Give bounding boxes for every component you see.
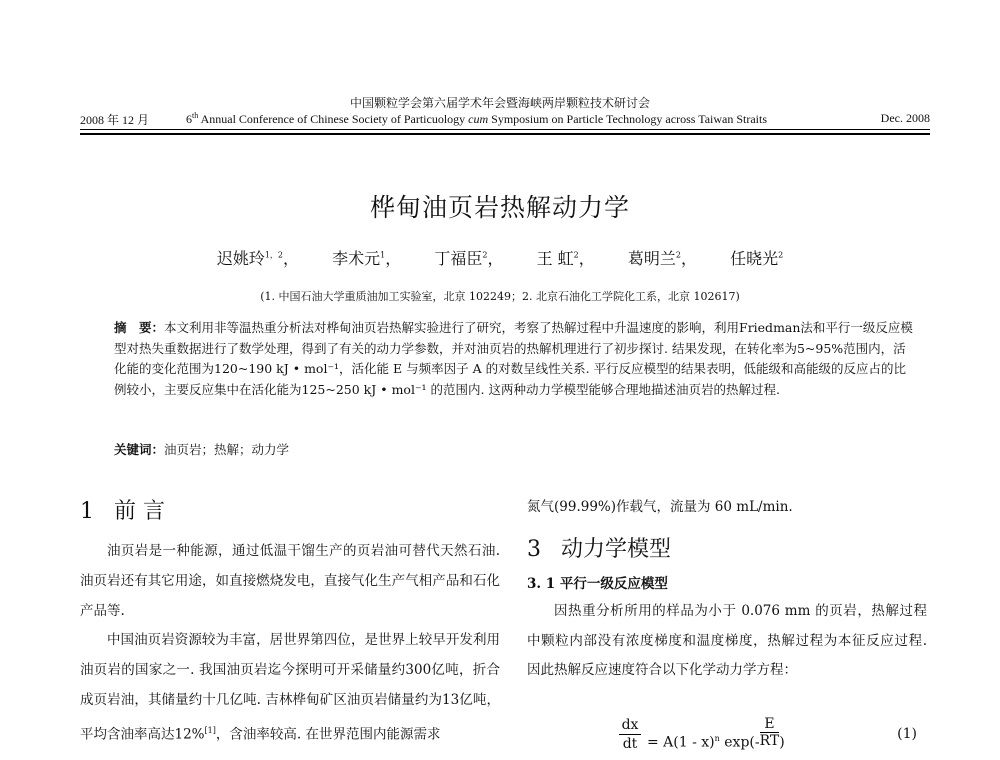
author-name: 王 虹 xyxy=(536,249,574,268)
intro-paragraph-2 xyxy=(80,626,500,750)
abstract-label: 摘 要： xyxy=(114,320,165,335)
right-column xyxy=(527,493,927,686)
author-list xyxy=(0,246,1000,269)
section-title: 前 言 xyxy=(114,499,165,524)
paper-title: 桦甸油页岩热解动力学 xyxy=(369,193,630,222)
author-aff: 1，2 xyxy=(264,250,284,260)
header-ordinal-sup: th xyxy=(192,111,199,120)
abstract xyxy=(114,318,914,400)
carrier-gas-text: 氮气(99.99%)作载气，流量为 60 mL/min. xyxy=(527,499,793,515)
model-paragraph: 因热重分析所用的样品为小于 0.076 mm 的页岩，热解过程中颗粒内部没有浓度梯度和温度梯度，热解过程为本征反应过程. 因此热解反应速度符合以下化学动力学方程： xyxy=(527,602,927,679)
left-column xyxy=(80,497,500,750)
author-aff: 2 xyxy=(675,250,681,260)
author-4: 王 虹$^2$， xyxy=(536,249,595,268)
affiliations: (1. 中国石油大学重质油加工实验室，北京 102249；2. 北京石油化工学院化工系，北京 102617) xyxy=(260,290,740,303)
keywords-label: 关键词： xyxy=(114,442,165,457)
author-name: 李术元 xyxy=(332,249,381,268)
header-rule-thin xyxy=(80,129,930,130)
author-name: 迟姚玲 xyxy=(216,249,265,268)
equation-rhs xyxy=(647,716,785,759)
equation-1 xyxy=(527,716,927,758)
equation-rhs-b: exp(- xyxy=(719,734,760,751)
equation-exponent: n xyxy=(714,733,720,743)
author-name: 任晓光 xyxy=(730,249,779,268)
author-name: 葛明兰 xyxy=(627,249,676,268)
author-aff: 2 xyxy=(573,250,579,260)
citation-ref: [1] xyxy=(204,725,216,735)
author-aff: 2 xyxy=(482,250,488,260)
header-en-part2: Symposium on Particle Technology across Taiwan Straits xyxy=(488,112,768,126)
section-number: 1 xyxy=(80,499,94,524)
equation-lhs-denominator: dt xyxy=(622,736,638,752)
header-rule-thick xyxy=(80,133,930,135)
section-number: 3 xyxy=(527,536,541,562)
intro-paragraph-1: 油页岩是一种能源，通过低温干馏生产的页岩油可替代天然石油. 油页岩还有其它用途，如直接燃烧发电，直接气化生产气相产品和石化产品等. xyxy=(80,543,500,619)
section-1-heading xyxy=(80,497,500,527)
intro-paragraph-2-tail: ，含油率较高. 在世界范围内能源需求 xyxy=(215,726,441,743)
abstract-text: 本文利用非等温热重分析法对桦甸油页岩热解实验进行了研究，考察了热解过程中升温速度的影响，利用Friedman法和平行一级反应模型对热失重数据进行了数学处理，得到了有关的动力学参数，并对油页岩的热解机理进行了初步探讨. 结果发现，在转化率为5~95%范围内，活化能的变化范围为120~190 kJ • mol⁻¹，活化能 E 与频率因子 A 的对数呈线性关系. 平行反应模型的结果表明，低能级和高能级的反应占的比例较小，主要反应集中在活化能为125~250 kJ • mol⁻¹ 的范围内. 这两种动力学模型能够合理地描述油页岩的热解过程. xyxy=(114,320,913,397)
intro-paragraph-2-text: 中国油页岩资源较为丰富，居世界第四位，是世界上较早开发利用油页岩的国家之一. 我国油页岩迄今探明可开采储量约300亿吨，折合成页岩油，其储量约十几亿吨. 吉林桦甸矿区油页岩储量约为13亿吨，平均含油率高达12% xyxy=(80,632,500,743)
keywords-text: 油页岩；热解；动力学 xyxy=(164,442,290,457)
equation-lhs-fraction xyxy=(619,716,641,753)
subsection-3-1-heading: 3. 1 平行一级反应模型 xyxy=(527,575,668,592)
author-1: 迟姚玲$^{1,2}$， xyxy=(216,249,300,268)
conference-header-cn: 中国颗粒学会第六届学术年会暨海峡两岸颗粒技术研讨会 xyxy=(349,96,650,110)
header-date-en: Dec. 2008 xyxy=(880,111,930,125)
author-5: 葛明兰$^2$， xyxy=(627,249,697,268)
header-ordinal: 6 xyxy=(186,112,192,126)
header-en-part1: Annual Conference of Chinese Society of Particuology xyxy=(198,112,469,126)
keywords xyxy=(114,440,289,458)
author-name: 丁福臣 xyxy=(434,249,483,268)
equation-number: (1) xyxy=(897,726,917,742)
header-en-cum: cum xyxy=(468,112,489,126)
section-3-heading xyxy=(527,535,927,565)
section-title: 动力学模型 xyxy=(561,536,672,562)
header-date-cn: 2008 年 12 月 xyxy=(80,113,150,127)
equation-inner-denominator: RT xyxy=(759,733,780,749)
header-conference-en xyxy=(186,111,767,127)
author-aff: 1 xyxy=(380,250,386,260)
author-aff: 2 xyxy=(778,250,784,260)
author-6 xyxy=(730,249,783,268)
equation-rhs-a: = A(1 - x) xyxy=(647,734,715,751)
equation-rhs-c: ) xyxy=(779,734,785,751)
author-2: 李术元$^1$， xyxy=(332,249,402,268)
equation-inner-numerator: E xyxy=(764,716,775,732)
equation-lhs-numerator: dx xyxy=(621,717,639,733)
author-3: 丁福臣$^2$， xyxy=(434,249,504,268)
equation-inner-fraction xyxy=(760,716,780,749)
